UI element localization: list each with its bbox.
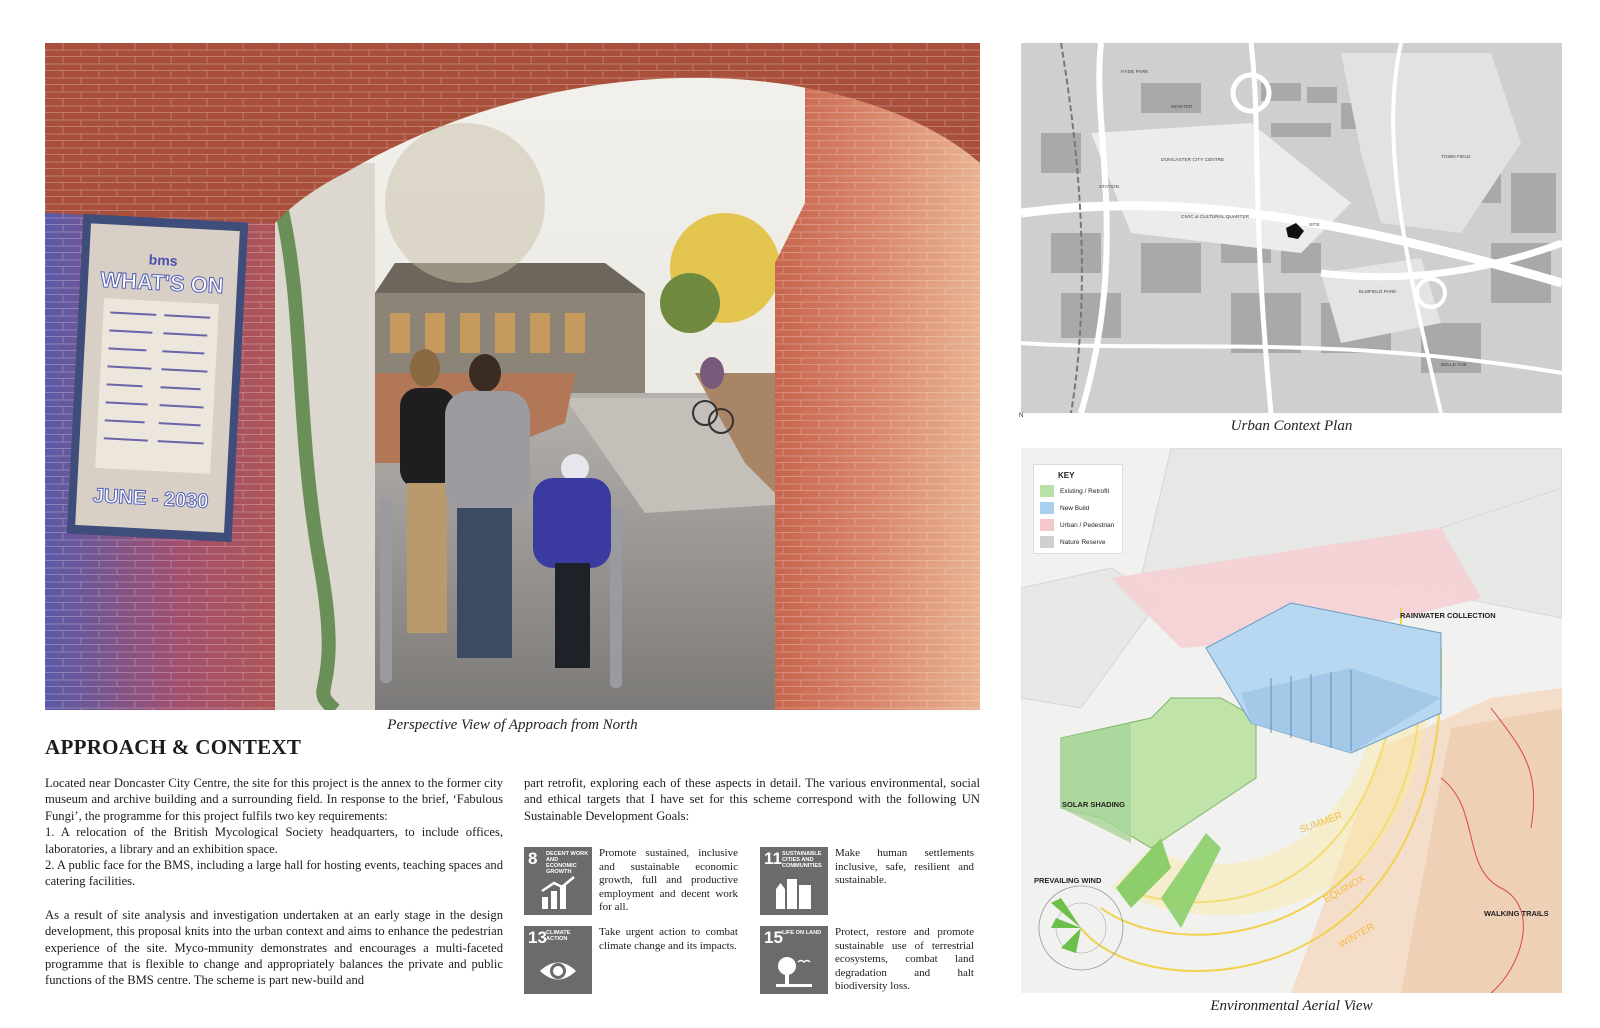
aerial-caption: Environmental Aerial View <box>1210 998 1373 1014</box>
sdg-8 <box>524 847 744 915</box>
key-item <box>1040 519 1122 531</box>
key-label: Existing / Retrofit <box>1060 487 1110 495</box>
body-column-2 <box>524 775 980 841</box>
sun-path-equinox: EQUINOX <box>1322 873 1368 906</box>
sdg-15 <box>760 926 980 994</box>
key-item <box>1040 536 1122 548</box>
sdg-13-tile <box>524 926 592 994</box>
sdg-number: 15 <box>764 928 783 947</box>
map-caption: Urban Context Plan <box>1230 418 1353 434</box>
key-item <box>1040 502 1122 514</box>
map-label: SITE <box>1309 223 1320 228</box>
sun-path-summer: SUMMER <box>1298 810 1344 836</box>
sdg-11-text: Make human settlements inclusive, safe, resilient and sustainable. <box>835 847 974 886</box>
map-label: TOWN FIELD <box>1441 155 1471 160</box>
label-trails: WALKING TRAILS <box>1484 909 1549 918</box>
sdg-row <box>524 847 980 915</box>
key-label: Nature Reserve <box>1060 538 1106 546</box>
sdg-number: 11 <box>764 849 782 868</box>
whats-on-poster <box>67 214 249 542</box>
key-label: New Build <box>1060 504 1090 512</box>
sdg-15-text: Protect, restore and promote sustainable use of terrestrial ecosystems, combat land degradation and halt biodiversity loss. <box>835 926 974 992</box>
key-swatch <box>1040 519 1054 531</box>
sdg-label: CLIMATE ACTION <box>546 930 571 942</box>
urban-context-plan <box>1021 43 1562 413</box>
map-label: STATION <box>1099 185 1120 190</box>
sdg-label: DECENT WORK AND ECONOMIC GROWTH <box>546 851 589 875</box>
eye-globe-icon <box>538 958 578 984</box>
body-paragraph-2: As a result of site analysis and investigation undertaken at an early stage in the design development, this proposal knits into the urban context and aims to enhance the pedestrian experience of the site. Myco-mmunity demonstrates and encourages a multi-faceted programme that is flexible to change and appropriately balances the private and public functions of the BMS centre. The scheme is part new-build and <box>45 907 503 988</box>
label-solar: SOLAR SHADING <box>1062 800 1125 809</box>
city-buildings-icon <box>774 875 814 909</box>
poster-logo: bms <box>148 251 178 269</box>
key-swatch <box>1040 485 1054 497</box>
map-label: ELMFIELD PARK <box>1359 290 1397 295</box>
sdg-8-text: Promote sustained, inclusive and sustainable economic growth, full and productive employment and decent work for all. <box>599 847 738 913</box>
sdg-8-tile <box>524 847 592 915</box>
sdg-13-text: Take urgent action to combat climate change and its impacts. <box>599 926 738 952</box>
map-label: DONCASTER CITY CENTRE <box>1161 158 1225 163</box>
sdg-number: 13 <box>528 928 547 947</box>
body-column-1 <box>45 775 503 1006</box>
map-label: MINSTER <box>1171 105 1193 110</box>
key-label: Urban / Pedestrian <box>1060 521 1115 529</box>
requirement-2: 2. A public face for the BMS, including a large hall for hosting events, teaching spaces and catering facilities. <box>45 858 503 889</box>
growth-chart-icon <box>540 875 576 909</box>
body-intro-text: Located near Doncaster City Centre, the site for this project is the annex to the former city museum and archive building and a surrounding field. In response to the brief, ‘Fabulous Fungi’, the programme for this project fulfils two key requirements: <box>45 776 503 823</box>
hero-caption: Perspective View of Approach from North <box>387 717 638 733</box>
sdg-11-tile <box>760 847 828 915</box>
label-wind: PREVAILING WIND <box>1034 876 1102 885</box>
key-item <box>1040 485 1122 497</box>
sdg-label: SUSTAINABLE CITIES AND COMMUNITIES <box>782 851 822 869</box>
section-title: APPROACH & CONTEXT <box>45 735 302 759</box>
map-label: HYDE PARK <box>1121 70 1149 75</box>
poster-footer: JUNE - 2030 <box>92 484 209 513</box>
map-label: CIVIC & CULTURAL QUARTER <box>1181 215 1250 220</box>
body-paragraph-3: part retrofit, exploring each of these aspects in detail. The various environmental, social and ethical targets that I have set for this scheme correspond with the following UN Sustainable Development Goals: <box>524 776 980 823</box>
perspective-render <box>45 43 980 710</box>
key-swatch <box>1040 536 1054 548</box>
label-rainwater: RAINWATER COLLECTION <box>1400 611 1496 620</box>
sdg-number: 8 <box>528 849 538 868</box>
requirement-1: 1. A relocation of the British Mycological Society headquarters, to include offices, laboratories, a library and an exhibition space. <box>45 825 503 856</box>
sdg-15-tile <box>760 926 828 994</box>
urban-context-map-svg <box>1021 43 1562 413</box>
sdg-11 <box>760 847 980 915</box>
sdg-label: LIFE ON LAND <box>782 930 822 936</box>
key-swatch <box>1040 502 1054 514</box>
sun-path-winter: WINTER <box>1337 921 1377 951</box>
sdg-row <box>524 926 980 994</box>
tree-birds-icon <box>774 954 814 988</box>
map-north-arrow: N <box>1019 413 1024 419</box>
perspective-render-svg <box>45 43 980 710</box>
aerial-key <box>1033 464 1123 554</box>
poster-heading: WHAT'S ON <box>99 266 225 299</box>
sdg-13 <box>524 926 744 994</box>
body-intro <box>45 775 503 890</box>
map-label: BELLE VUE <box>1441 363 1468 368</box>
key-title: KEY <box>1058 471 1075 480</box>
